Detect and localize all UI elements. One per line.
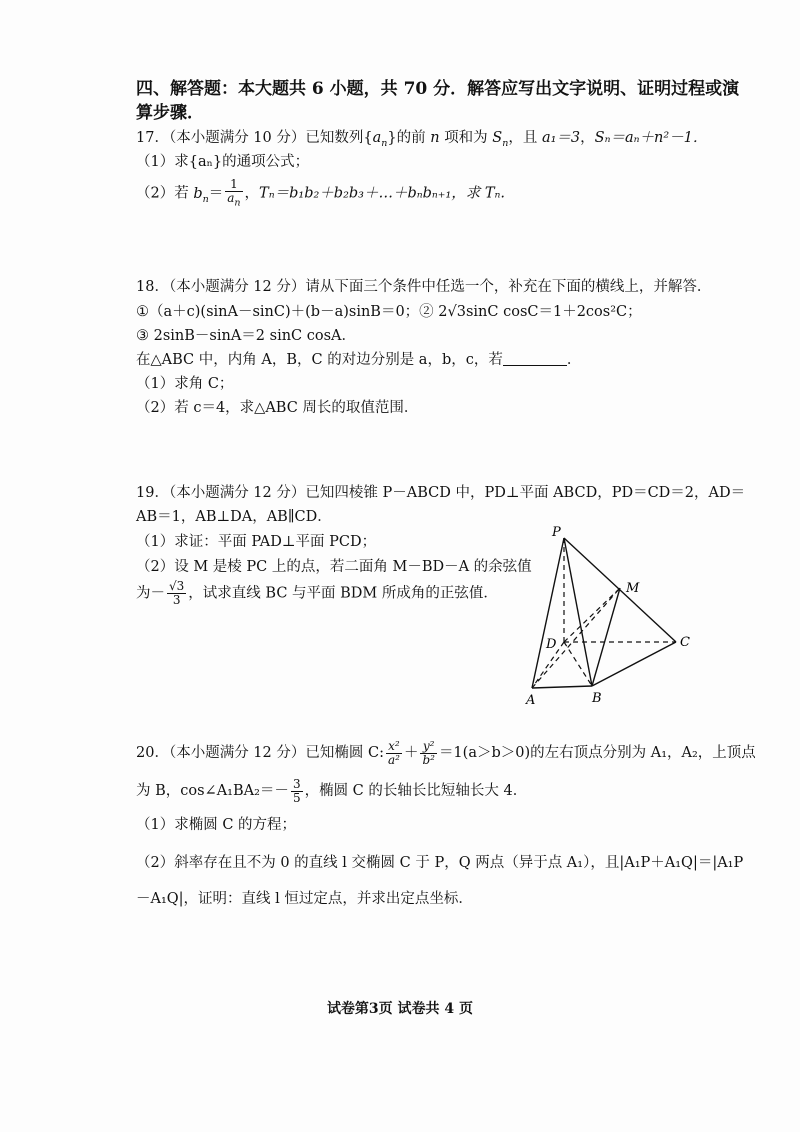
q18-condition-3: ③ 2sinB－sinA＝2 sinC cosA．: [136, 328, 357, 344]
q20-stem: 20．（本小题满分 12 分）已知椭圆 C: $\frac{\text{x²}}{\text{a²}}$ ＋ $\frac{\text{y²}}{\text{b²}}$ ＝1(a＞b＞0)的左右顶点分别为 A₁，A₂，上顶点: [136, 738, 756, 767]
label-D: D: [546, 637, 557, 652]
q19-part2: （2）设 M 是棱 PC 上的点，若二面角 M－BD－A 的余弦值: [136, 559, 532, 575]
q18-part2: （2）若 c＝4，求△ABC 周长的取值范围．: [136, 400, 419, 416]
q18-context: 在△ABC 中，内角 A，B，C 的对边分别是 a，b，c，若 ．: [136, 352, 582, 368]
section-heading: 四、解答题：本大题共 6 小题，共 70 分．解答应写出文字说明、证明过程或演: [136, 79, 740, 99]
q19-part1: （1）求证：平面 PAD⊥平面 PCD；: [136, 534, 377, 550]
q19-stem-cont: AB＝1，AB⊥DA，AB∥CD．: [136, 509, 332, 525]
q18-stem: 18．（本小题满分 12 分）请从下面三个条件中任选一个，补充在下面的横线上，并解答．: [136, 279, 712, 295]
q17-part1: （1）求{aₙ}的通项公式；: [136, 154, 310, 170]
label-A: A: [526, 693, 536, 708]
q19-part2-cont: 为－ $\frac{√3}{3}$ ，试求直线 BC 与平面 BDM 所成角的正弦值．: [136, 579, 498, 607]
edge-AB: [532, 686, 592, 688]
page-footer: 试卷第3页 试卷共 4 页: [326, 1001, 474, 1017]
q19-stem: 19．（本小题满分 12 分）已知四棱锥 P－ABCD 中，PD⊥平面 ABCD，PD＝CD＝2，AD＝: [136, 485, 746, 501]
edge-BC: [592, 642, 676, 686]
q20-part2-cont: －A₁Q|，证明：直线 l 恒过定点，并求出定点坐标．: [136, 891, 473, 907]
q20-stem-cont: 为 B，cos∠A₁BA₂＝－ $\frac{3}{5}$ ，椭圆 C 的长轴长比短轴长大 4．: [136, 776, 528, 805]
section-heading-cont: 算步骤．: [136, 103, 204, 123]
q17-part2: （2）若 $b_n=$ $\frac{1}{a_n}$ ，Tₙ＝b₁b₂＋b₂b₃＋…＋bₙbₙ₊₁，求 Tₙ.: [136, 177, 506, 209]
pyramid-figure: [520, 524, 700, 710]
answer-blank: [503, 351, 567, 366]
label-P: P: [552, 525, 561, 540]
label-B: B: [592, 691, 602, 706]
q17-stem: 17．（本小题满分 10 分）已知数列$\{a_n\}$的前 n 项和为 $S_n$，且 a₁＝3，Sₙ＝aₙ＋n²－1．: [136, 130, 708, 149]
edge-BM: [592, 588, 620, 686]
label-M: M: [626, 581, 640, 596]
label-C: C: [680, 635, 690, 650]
q20-part2: （2）斜率存在且不为 0 的直线 l 交椭圆 C 于 P，Q 两点（异于点 A₁），且|A₁P＋A₁Q|＝|A₁P: [136, 855, 744, 871]
q18-condition-1-2: ①（a＋c)(sinA－sinC)＋(b－a)sinB＝0；② 2√3sinC cosC＝1＋2cos²C；: [136, 304, 642, 320]
q20-part1: （1）求椭圆 C 的方程；: [136, 817, 297, 833]
q18-part1: （1）求角 C；: [136, 376, 234, 392]
